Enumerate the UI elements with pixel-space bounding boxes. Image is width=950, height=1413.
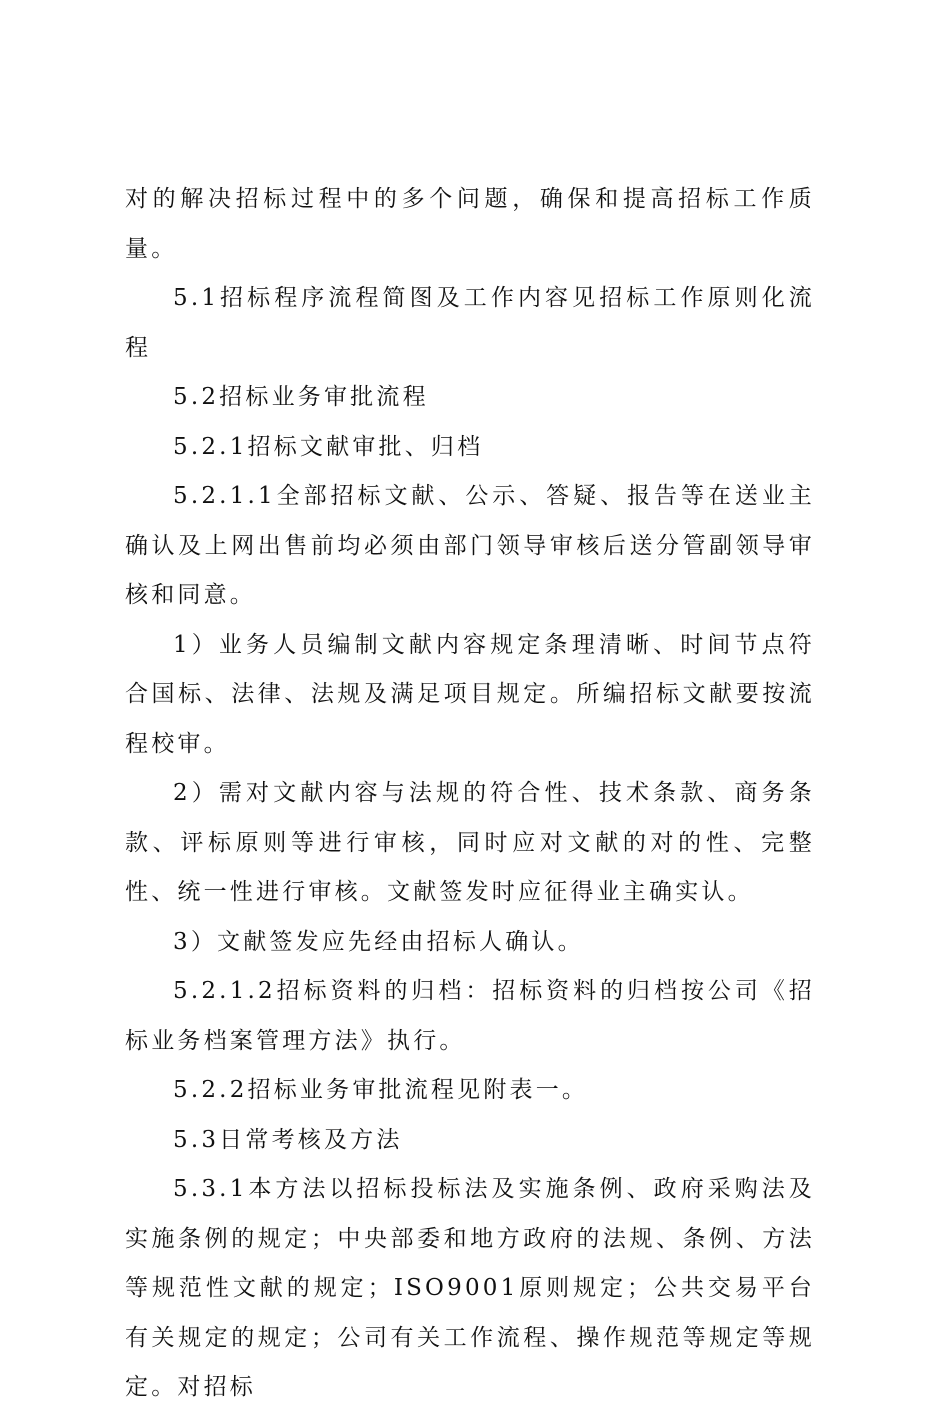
paragraph-5-2-1-2: 5.2.1.2招标资料的归档：招标资料的归档按公司《招标业务档案管理方法》执行。	[125, 978, 815, 1054]
paragraph-5-2-1-1: 5.2.1.1全部招标文献、公示、答疑、报告等在送业主确认及上网出售前均必须由部门领导审核后送分管副领导审核和同意。	[125, 483, 815, 608]
list-item-1: 1）业务人员编制文献内容规定条理清晰、时间节点符合国标、法律、法规及满足项目规定。所编招标文献要按流程校审。	[125, 631, 815, 757]
list-item-2: 2）需对文献内容与法规的符合性、技术条款、商务条款、评标原则等进行审核，同时应对文献的对的性、完整性、统一性进行审核。文献签发时应征得业主确实认。	[125, 780, 815, 905]
paragraph-5-3-1: 5.3.1本方法以招标投标法及实施条例、政府采购法及实施条例的规定；中央部委和地方政府的法规、条例、方法等规范性文献的规定；ISO9001原则规定；公共交易平台有关规定的规定；公司有关工作流程、操作规范等规定等规定。对招标	[125, 1176, 815, 1400]
heading-5-3: 5.3日常考核及方法	[173, 1126, 403, 1153]
document-body	[125, 175, 815, 1413]
paragraph-5-1: 5.1招标程序流程简图及工作内容见招标工作原则化流程	[125, 285, 815, 361]
paragraph-intro: 对的解决招标过程中的多个问题，确保和提高招标工作质量。	[125, 186, 815, 262]
list-item-3: 3）文献签发应先经由招标人确认。	[173, 928, 584, 955]
paragraph-5-2-2: 5.2.2招标业务审批流程见附表一。	[173, 1077, 589, 1103]
heading-5-2: 5.2招标业务审批流程	[173, 384, 429, 410]
heading-5-2-1: 5.2.1招标文献审批、归档	[173, 433, 484, 460]
